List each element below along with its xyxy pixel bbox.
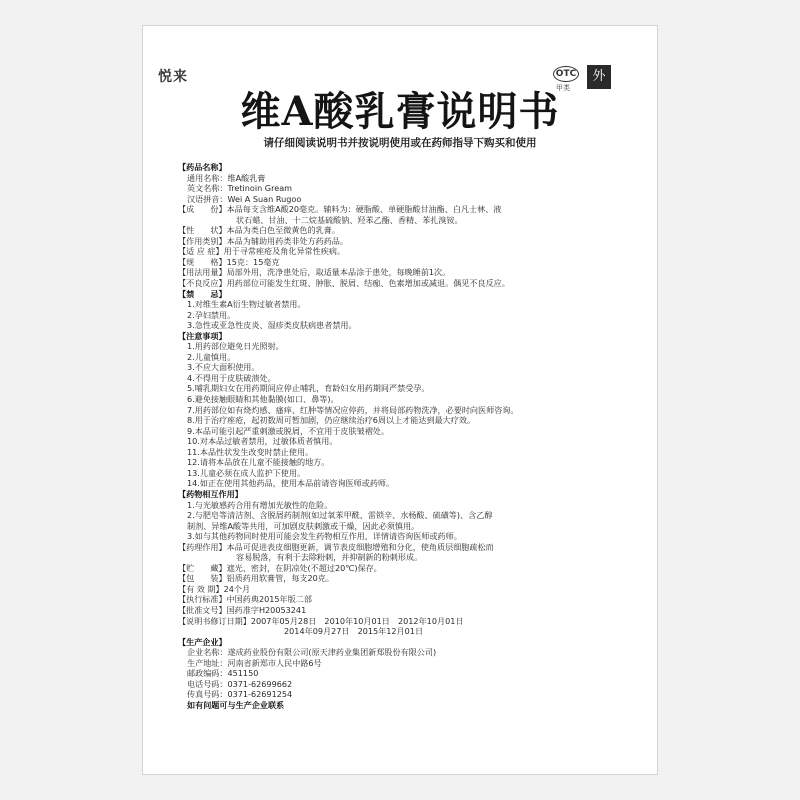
leaflet-line: 【性 状】本品为类白色至微黄色的乳膏。 (178, 225, 340, 236)
leaflet-line: 【执行标准】中国药典2015年版二部 (178, 594, 312, 605)
leaflet-line: 【不良反应】用药部位可能发生红斑、肿胀、脱屑、结痂、色素增加或减退。偶见不良反应。 (178, 278, 510, 289)
leaflet-line: 1.与光敏感药合用有增加光敏性的危险。 (187, 499, 333, 510)
section-heading: 【注意事项】 (178, 330, 227, 341)
section-heading: 【生产企业】 (178, 636, 227, 647)
leaflet-line: 传真号码：0371-62691254 (187, 689, 293, 700)
leaflet-line: 3.如与其他药物同时使用可能会发生药物相互作用，详情请咨询医师或药师。 (187, 531, 462, 542)
leaflet-line: 1.用药部位避免日光照射。 (187, 341, 284, 352)
leaflet-line: 8.用于治疗痤疮，起初数周可暂加剧，仍应继续治疗6周以上才能达到最大疗效。 (187, 415, 476, 426)
leaflet-line: 4.不得用于皮肤破溃处。 (187, 372, 276, 383)
leaflet-line: 容易脱落，有利于去除粉刺，并抑制新的粉刺形成。 (236, 552, 423, 563)
leaflet-line: 3.急性或亚急性皮炎、湿疹类皮肤病患者禁用。 (187, 320, 357, 331)
leaflet-line: 【有 效 期】24个月 (178, 583, 251, 594)
leaflet-line: 电话号码：0371-62699662 (187, 678, 293, 689)
document-title: 维A酸乳膏说明书 (240, 88, 560, 135)
leaflet-line: 邮政编码：451150 (187, 668, 259, 679)
leaflet-line: 【规 格】15克：15毫克 (178, 256, 280, 267)
brand-logo: 悦来 (158, 69, 188, 85)
leaflet-line: 14.如正在使用其他药品，使用本品前请咨询医师或药师。 (187, 478, 395, 489)
leaflet-content (178, 162, 628, 710)
otc-badge: OTC (553, 66, 579, 82)
leaflet-line: 【说明书修订日期】2007年05月28日 2010年10月01日 2012年10月01日 (178, 615, 464, 626)
external-use-badge: 外 (587, 65, 611, 89)
leaflet-line: 企业名称：遂成药业股份有限公司(原天津药业集团新郑股份有限公司) (187, 647, 437, 658)
section-heading: 【药物相互作用】 (178, 488, 243, 499)
leaflet-line: 通用名称：维A酸乳膏 (187, 172, 266, 183)
leaflet-line: 【用法用量】局部外用，洗净患处后，取适量本品涂于患处，每晚睡前1次。 (178, 267, 451, 278)
leaflet-line: 13.儿童必须在成人监护下使用。 (187, 467, 306, 478)
leaflet-line: 10.对本品过敏者禁用，过敏体质者慎用。 (187, 436, 338, 447)
leaflet-line: 11.本品性状发生改变时禁止使用。 (187, 446, 314, 457)
leaflet-line: 生产地址：河南省新郑市人民中路6号 (187, 657, 322, 668)
leaflet-line: 1.对维生素A衍生物过敏者禁用。 (187, 299, 306, 310)
leaflet-line: 2.儿童慎用。 (187, 351, 236, 362)
section-heading: 【药品名称】 (178, 162, 227, 172)
leaflet-line: 6.避免接触眼睛和其他黏膜(如口、鼻等)。 (187, 394, 339, 405)
leaflet-line: 汉语拼音：Wei A Suan Rugoo (187, 193, 302, 204)
leaflet-line: 2.与肥皂等清洁剂、含脱屑药制剂(如过氧苯甲酰、雷锁辛、水杨酸、硫磺等)、含乙醇 (187, 510, 493, 521)
leaflet-line: 12.请将本品放在儿童不能接触的地方。 (187, 457, 330, 468)
leaflet-line: 【适 应 症】用于寻常痤疮及角化异常性疾病。 (178, 246, 346, 257)
leaflet-line: 【作用类别】本品为辅助用药类非处方药药品。 (178, 235, 348, 246)
section-heading: 【禁 忌】 (178, 288, 227, 299)
leaflet-line: 7.用药部位如有烧灼感、瘙痒、红肿等情况应停药，并将局部药物洗净，必要时向医师咨询。 (187, 404, 519, 415)
document-subtitle: 请仔细阅读说明书并按说明使用或在药师指导下购买和使用 (263, 137, 537, 149)
leaflet-line: 3.不应大面积使用。 (187, 362, 260, 373)
leaflet-line: 制剂、异维A酸等共用，可加剧皮肤刺激或干燥，因此必须慎用。 (187, 520, 420, 531)
leaflet-line: 英文名称：Tretinoin Gream (187, 183, 293, 194)
leaflet-line: 5.哺乳期妇女在用药期间应停止哺乳，育龄妇女用药期间严禁受孕。 (187, 383, 430, 394)
leaflet-line: 【成 份】本品每支含维A酸20毫克。辅料为：硬脂酸、单硬脂酸甘油酯、白凡士林、液 (178, 204, 502, 215)
leaflet-line: 2014年09月27日 2015年12月01日 (284, 626, 424, 637)
leaflet-line: 2.孕妇禁用。 (187, 309, 236, 320)
leaflet-line: 【批准文号】国药准字H20053241 (178, 604, 307, 615)
leaflet-line: 状石蜡、甘油、十二烷基硫酸钠、羟苯乙酯、香精、苯扎溴铵。 (236, 214, 463, 225)
leaflet-line: 如有问题可与生产企业联系 (187, 699, 285, 710)
otc-class-label: 甲类 (556, 84, 570, 92)
leaflet-line: 【包 装】铝质药用软膏管，每支20克。 (178, 573, 334, 584)
leaflet-line: 9.本品可能引起严重刺激或脱屑，不宜用于皮肤皱褶处。 (187, 425, 389, 436)
leaflet-line: 【贮 藏】遮光、密封，在阴凉处(不超过20℃)保存。 (178, 562, 382, 573)
leaflet-line: 【药理作用】本品可促进表皮细胞更新，调节表皮细胞增殖和分化，使角质层细胞疏松而 (178, 541, 494, 552)
